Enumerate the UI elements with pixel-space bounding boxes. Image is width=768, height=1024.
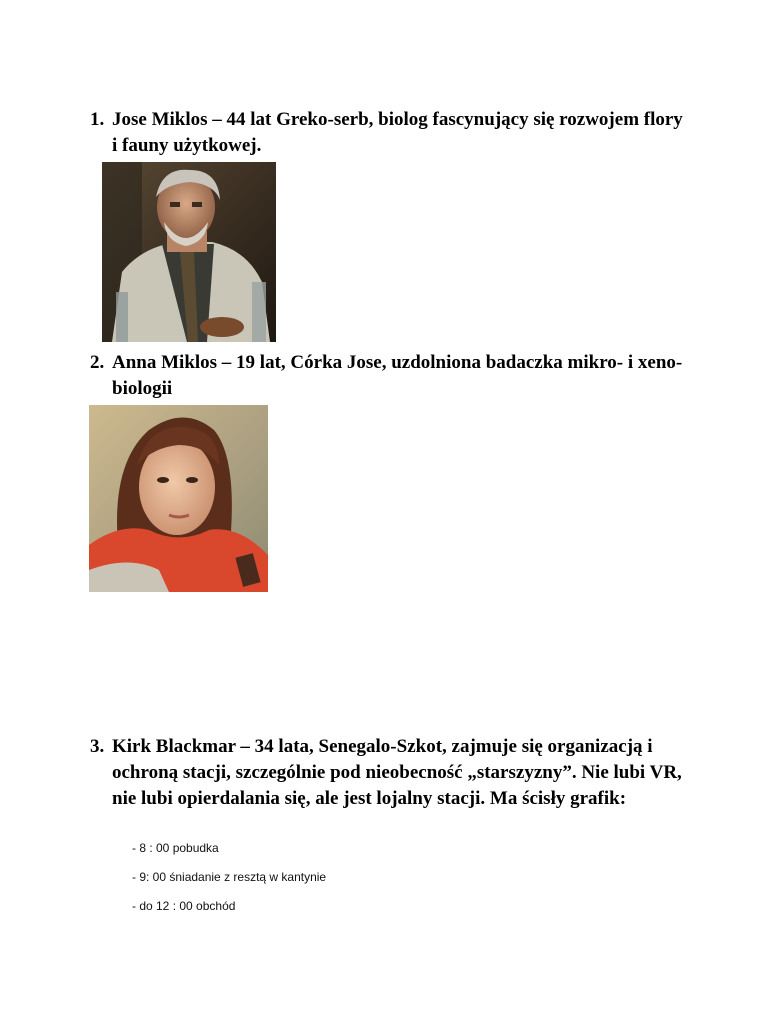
schedule-item: - 9: 00 śniadanie z resztą w kantynie [132,870,327,884]
character-entry-anna [90,350,690,402]
character-description: Anna Miklos – 19 lat, Córka Jose, uzdolniona badaczka mikro- i xeno-biologii [112,352,683,399]
list-number: 3. [90,736,105,757]
schedule-item: - do 12 : 00 obchód [132,899,236,913]
portrait-jose-image [102,162,276,342]
character-description: Kirk Blackmar – 34 lata, Senegalo-Szkot, zajmuje się organizacją i ochroną stacji, szczególnie pod nieobecność „starszyzny”. Nie lubi VR, nie lubi opierdalania się, ale jest lojalny stacji. Ma ścisły grafik: [112,736,682,809]
list-number: 1. [90,109,105,130]
character-description: Jose Miklos – 44 lat Greko-serb, biolog fascynujący się rozwojem flory i fauny użytkowej. [112,109,683,156]
schedule-item: - 8 : 00 pobudka [132,841,219,855]
schedule-list [132,839,326,926]
portrait-anna-miklos [89,405,268,592]
portrait-anna-image [89,405,268,592]
portrait-jose-miklos [102,162,276,342]
list-number: 2. [90,352,105,373]
character-entry-jose [90,107,690,159]
character-entry-kirk [90,734,690,812]
